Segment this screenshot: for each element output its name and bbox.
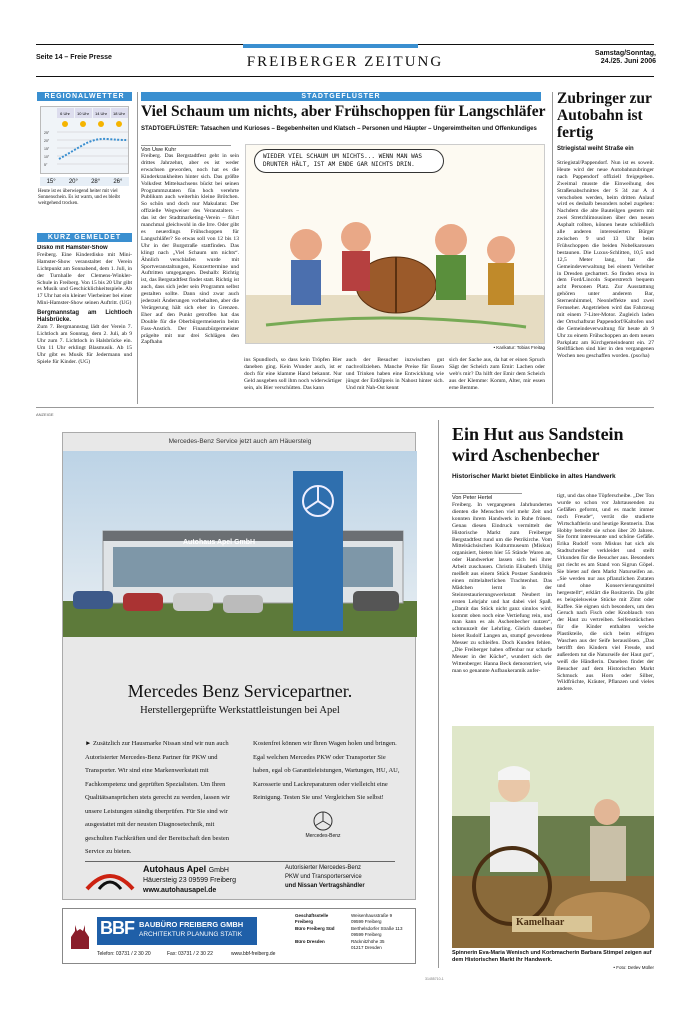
short-news-item2-text: Zum 7. Bergmannstag lädt der Verein 7. Lichtloch am Sonntag, dem 2. Juli, ab 9 Uhr zum 7. Lichtloch in Halsbrücke ein. Um 11 Uhr erklingt Blasmusik. Ab 15 Uhr gibt es Musik für Jedermann und Spiele für Kinder. (UG)	[37, 323, 132, 365]
masthead-title: FREIBERGER ZEITUNG	[246, 54, 444, 70]
svg-text:10°: 10°	[44, 155, 50, 159]
svg-text:20°: 20°	[44, 139, 50, 143]
lower-article-byline: Von Peter Hertel	[452, 493, 522, 501]
bbf-ad	[62, 908, 416, 964]
bbf-office3-addr: Räcknitzhöhe 35 01217 Dresden	[351, 939, 385, 950]
car	[353, 591, 399, 611]
weather-temp-1: 15°	[46, 178, 56, 185]
market-photo	[452, 726, 654, 948]
bbf-subtitle: ARCHITEKTUR PLANUNG STATIK	[139, 931, 243, 938]
bbf-office2-label: Büro Freiberg Süd	[295, 926, 335, 931]
main-article-col4: sich der Sache aus, da hat er einen Spruch Sägt der Scheich zum Emir: Lachen oder web's mir? Da hilft der Emir dem Scheich aus der Klemme: Komm, Alter, mir essen erne Bemme.	[449, 357, 545, 391]
svg-text:25°: 25°	[44, 131, 50, 135]
bbf-offices	[295, 913, 415, 950]
weather-time-3: 14 Uhr	[94, 111, 108, 116]
date-line	[560, 50, 656, 66]
main-article-subline: STADTGEFLÜSTER: Tatsachen und Kurioses – Begebenheiten und Klatsch – Personen und Häupter – Ungereimtheiten und Offenkundiges	[141, 126, 537, 132]
ad-top-banner: Mercedes-Benz Service jetzt auch am Häuersteig	[168, 438, 312, 445]
authorized-line-2: PKW und Transporterservice	[285, 874, 362, 880]
car	[73, 591, 113, 609]
lower-article-col1: Freiberg. In vergangenen Jahrhunderten dienten die Menschen viel mehr Zeit und konnten ihrem Handwerk in Ruhe frönen. Genau diesen Eindruck vermittelt der Historische Markt zum Freiberger Bergstadtfest rund um die Petrikirche. Vom Mittelsächsischen Kulturmuseum (Miskus) organisiert, bieten hier 55 Stände Waren an, oder Handwerker lassen sich bei ihrer Arbeit zuschauen. Christin Elisabeth Uhlig meißelt aus einem Stück Postaer Sandstein einen mittelalterlichen Trachtenhut. Das Mädchen lernt in der Steinrestaurierungswerkstatt Neubert im ersten Lehrjahr und hat dabei viel Spaß. „Damit das Stück nicht ganz sinnlos wird, kommt oben noch eine Vertiefung rein, und man kann es als Aschenbecher nutzen“, schmunzelt der Lehrling. Gleich daneben bietet Rudolf Langen an, stumpf gewordene Messer zu schleifen. Doch Kunden fehlen. „Die Freiberger haben offenbar nur scharfe Messer in der Küche“, wundert sich der Wittenberger. Hanna Beck demonstriert, wie man so genannte Aufbaukeramik anfer-	[452, 502, 552, 674]
apel-logo-icon	[85, 867, 135, 891]
bbf-office2-addr: Berthelsdorfer Straße 113 09599 Freiberg	[351, 926, 403, 937]
ad-left-text: ► Zusätzlich zur Hausmarke Nissan sind wir nun auch Autorisierter Mercedes-Benz Partner für PKW und Transporter. Wir sind eine Markenwerkstatt mit Fachkompetenz und geprüften Spezialisten. Um Ihren Qualitätsansprüchen stets gerecht zu werden, lassen wir unsere Leistungen ständig überprüfen. Für Sie sind wir ausgestattet mit der neusten Diagnosetechnik, mit geschulten Fachkräften und der Bereitschaft den besten Service zu bieten.	[85, 740, 230, 855]
date-line-1: Samstag/Sonntag,	[594, 50, 656, 57]
main-article-col3: auch der Besucher inzwischen gut nachvollziehen. Manche Preise für Essen und Trinken haben eine Entwicklung wie jüngst der Erdölpreis in Nahost hinter sich. Und mit Nah-Ost kennt	[346, 357, 444, 391]
apel-logo	[85, 867, 135, 891]
photo-credit: • Foto: Detlev Müller	[613, 965, 654, 970]
cartoon-figure	[487, 236, 515, 264]
date-line-2: 24./25. Juni 2006	[600, 58, 656, 65]
bbf-logo: BBF	[100, 918, 134, 938]
lower-article-col2: tigt, und das ohne Töpferscheibe. „Der Ton wurde so schon vor Jahrtausenden zu Gefäßen geformt, und es macht immer noch Freude“, verrät die studierte Wirtschaftlerin und heutige Rentnerin. Das Hobby betreibt sie schon über 20 Jahren. Sie formt interessante und schöne Gefäße. Erika Rudolf vom Miskus hat sich als Stadtschreiber verkleidet und stellt Urkunden für die Besucher aus. Besonders gut riecht es am Stand von Sigrun Göpel. Sie bietet auf dem Markt Naturseifen an. „Sie werden nur aus pflanzlichen Zutaten und ohne Konservierungsmittel hergestellt“, erklärt die Rositzerin. Da gibt es beispielsweise Stücke mit Zimt oder Kaffee. Sie eignen sich besonders, um den Geruch nach Fisch oder Knoblauch von der Haut zu vertreiben. Seifenstückchen für die Kinder enthalten weiche Plastikteile, die sich beim eifrigen Waschen aus der Seife herauslösen. „Das betrifft den Kindern viel Freude, und außerdem tut die Naturseife der Haut gut“, weiß die Händlerin. Daneben findet der Besucher auf dem Historischen Markt Schmuck aus Horn oder Silber, Wildfrüchte, Kräuter, Pflanzen und vieles andere.	[557, 493, 654, 693]
footer-code: 31455710-1	[425, 977, 444, 981]
masthead-accent-bar	[243, 44, 418, 48]
cartoon-figure	[435, 224, 467, 256]
cartoon-credit: • Karikatur: Tobias Freitag	[493, 345, 545, 350]
authorized-line-1: Autorisierter Mercedes-Benz	[285, 865, 362, 871]
car	[123, 593, 163, 611]
bbf-office3-label: Büro Dresden	[295, 939, 325, 944]
car	[173, 593, 213, 611]
side-article-headline: Zubringer zur Autobahn ist fertig	[557, 90, 652, 141]
main-article-kicker: STADTGEFLÜSTER	[141, 92, 541, 101]
weather-time-4: 18 Uhr	[112, 111, 126, 116]
short-news-body	[37, 245, 132, 403]
cartoon	[245, 144, 545, 344]
ad-label: ANZEIGE	[36, 412, 54, 417]
short-news-item1-head: Disko mit Hamster-Show	[37, 245, 108, 251]
main-article-byline: Von Uwe Kuhr	[141, 145, 231, 153]
ad-company	[143, 864, 229, 874]
bbf-phone: Telefon: 03731 / 2 30 20	[97, 951, 151, 957]
bbf-office1-addr: Weisenhausstraße 9 09599 Freiberg	[351, 913, 393, 924]
weather-graph	[41, 107, 130, 175]
svg-text:15°: 15°	[44, 147, 50, 151]
short-news-item1-text: Freiberg. Eine Kinderdisko mit Mini-Hamster-Show veranstaltet der Verein Lichtpunkt am Sonnabend, dem 1. Juli, in der Turnhalle der Clemens-Winkler-Schule in Freiberg. Von 15 bis 20 Uhr gibt es Musik und Geschicklichkeitsspiele. Ab 17 Uhr hat ein kleiner Vierbeiner bei einer Mini-Hamster-Show seinen Auftritt. (UG)	[37, 251, 132, 307]
weather-box	[37, 92, 132, 220]
sun-icon	[116, 121, 122, 127]
car	[223, 595, 263, 613]
mercedes-star-icon	[313, 811, 333, 831]
mercedes-label: Mercedes-Benz	[305, 833, 341, 839]
ad-address: Häuersteig 23 09599 Freiberg	[143, 877, 237, 884]
weather-temp-4: 26°	[113, 178, 123, 185]
ad-web[interactable]: www.autohausapel.de	[143, 887, 217, 894]
weather-temp-3: 28°	[91, 178, 101, 185]
short-news-item2-head: Bergmannstag am Lichtloch Halsbrücke.	[37, 310, 132, 324]
cartoon-figure	[290, 229, 322, 261]
weather-time-1: 6 Uhr	[60, 111, 70, 116]
photo-caption: Spinnerin Eva-Maria Wenisch und Korbmacherin Barbara Stimpel zeigen auf dem Historischen Markt ihr Handwerk.	[452, 950, 652, 963]
cartoon-drawing	[246, 145, 545, 344]
weather-caption: Heute ist es überwiegend heiter mit viel Sonnenschein. Es ist warm, und es bleibt weitgehend trocken.	[38, 189, 120, 206]
cartoon-text: WIEDER VIEL SCHAUM UM NICHTS... WENN MAN WAS DRUNTER HÄLT, IST AM ENDE GAR NICHTS DRIN.	[263, 153, 422, 168]
weather-time-2: 10 Uhr	[76, 111, 90, 116]
sun-icon	[80, 121, 86, 127]
ad-subline: Herstellergeprüfte Werkstattleistungen bei Apel	[140, 705, 340, 716]
ad-company-rule	[85, 861, 395, 862]
market-photo-image	[452, 726, 654, 948]
svg-text:5°: 5°	[44, 163, 48, 167]
ad-authorized	[285, 864, 365, 891]
company-suffix: GmbH	[208, 867, 229, 874]
spinner-dress	[490, 802, 538, 872]
bbf-office1-label: Geschäftsstelle Freiberg	[295, 913, 329, 924]
weather-chart	[40, 106, 129, 174]
main-article-col1: Freiberg. Das Bergstadtfest geht in sein drittes Jahrzehnt, aber es ist weder erwachsen geworden, noch hat es die Kinderkrankheiten hinter sich. Das größte Volksfest Mittelsachsens bückt bei seinen Programmzutaten fün hoch verehrte Publikum auch weiterhin kleine Brötchen. So schön und doch nur Makulatur. Der offizielle Wegweiser des Veranstalters – das ist der Stadtmarketing-Verein – führt manchmal gleichwohl in die Irre. Oder gibt es neuerdings Frühschoppen für Langschläfer? So etwas soll von 12 bis 13 Uhr in der Burgstraße stattfinden. Das klingt nach „Viel Schaum um nichts“. Ähnlich verschlafen wurde mit Sportveranstaltungen, Konzerttermine und Auftritten umgegangen. Deshalb: Richtig ist, das Bergstadtfest findet statt. Richtig ist auch, dass sich jeder sein Programm selbst gestalten sollte. Dann sind zwar auch jederzeit Änderungen vorbehalten, aber die Verärgerung hält sich eher in Grenzen. Eher auf den Punkt getroffen hat das Double für die Oberbürgermeisterin beim Fass-Anstich. Der Finanzbürgermeister prägelte mit nur drei Schlägen den Zapfhahn	[141, 153, 239, 346]
authorized-line-3: und Nissan Vertragshändler	[285, 883, 365, 889]
page-label: Seite 14 – Freie Presse	[36, 54, 112, 61]
weather-temps	[40, 177, 129, 186]
sun-icon	[98, 121, 104, 127]
photo-sign: Kamelhaar	[516, 917, 565, 928]
weather-header: REGIONALWETTER	[37, 92, 132, 101]
lower-article-subline: Historischer Markt bietet Einblicke in altes Handwerk	[452, 473, 616, 480]
company-name: Autohaus Apel	[143, 864, 207, 874]
sun-icon	[62, 121, 68, 127]
weather-temp-2: 20°	[68, 178, 78, 185]
church-icon	[69, 923, 91, 949]
main-article-headline: Viel Schaum um nichts, aber Frühschoppen für Langschläfer	[141, 103, 546, 120]
side-article-text: Striegistal/Pappendorf. Nun ist es soweit. Heute wird der neue Autobahnzubringer nach Pappendorf offiziell freigegeben. Zweimal musste die Einweihung des Straßenabschnittes der S 34 zur A 4 verschoben werden, beim dritten Anlauf wird es deshalb besonders nobel zugehen: Nachdem die alte Bauteilgen gestern mit zwei Stretchlimousinen über den neuen Asphalt rollten, können heute schließlich alle anderen interessierten Bürger zwischen 9 und 13 Uhr beim Frühschoppen die beiden Nobelkarossen bestaunen. Die Luxus-Schlitten, 10,5 und 12,5 Meter lang, hat die Gemeindeverwaltung bei einem Verleiher in Dresden gechartert. So finden etwa in dem Ford/Lincoln Superstretch bequem acht Personen Platz. Zur Ausstattung gehören unter anderem Bar, Sternenhimmel, Neonleffekte und zwei Fernseher. Angetrieben wird das Fahrzeug mit einem 7-Liter-Motor. Zugleich laden der Ortschaftsrat Pappendorf/Kaltofen und die Gemeindeverwaltung für heute ab 9 Uhr zu einem Frühschoppen an dem neuen Parkplatz am Kirchgemeindeamt ein. 27 Stellflächen sind hier in den vergangenen Wochen neu geschaffen worden. (pso/ha)	[557, 160, 654, 360]
bbf-fax: Fax: 03731 / 2 30 22	[167, 951, 213, 957]
cartoon-speech-bubble	[254, 149, 444, 173]
bbf-church-icon	[69, 923, 91, 949]
basketmaker-woman	[594, 799, 620, 825]
cartoon-figure	[341, 222, 371, 252]
main-article-col2: ins Spundloch, so dass kein Tröpfen Bier daneben ging. Kein Wunder auch, ist er doch für eine klamme Hand bekannt. Nur Geld ausgeben soll ihm noch widerwärtiger sein, als Bier verschütten. Das kann	[244, 357, 342, 391]
short-news-box	[37, 233, 132, 403]
ad-right-text: Kostenfrei können wir Ihren Wagen holen und bringen. Egal welchen Mercedes PKW oder Transporter Sie haben, egal ob Garantieleistungen, Wartungen, HU, AU, Karosserie und Lackreparaturen oder vielleicht eine Reinigung. Testen Sie uns! Vergleichen Sie selbst!	[253, 740, 400, 801]
ad-headline: Mercedes Benz Servicepartner.	[127, 681, 353, 701]
building-sign: Autohaus Apel GmbH	[183, 539, 256, 546]
short-news-header: KURZ GEMELDET	[37, 233, 132, 242]
side-article-subline: Striegistal weiht Straße ein	[557, 146, 634, 152]
ad-photo	[63, 451, 417, 637]
lower-article-headline: Ein Hut aus Sandstein wird Aschenbecher	[452, 424, 624, 465]
mercedes-ad	[62, 432, 416, 900]
bbf-web[interactable]: www.bbf-freiberg.de	[231, 951, 276, 957]
bbf-name: BAUBÜRO FREIBERG GMBH	[139, 920, 244, 929]
